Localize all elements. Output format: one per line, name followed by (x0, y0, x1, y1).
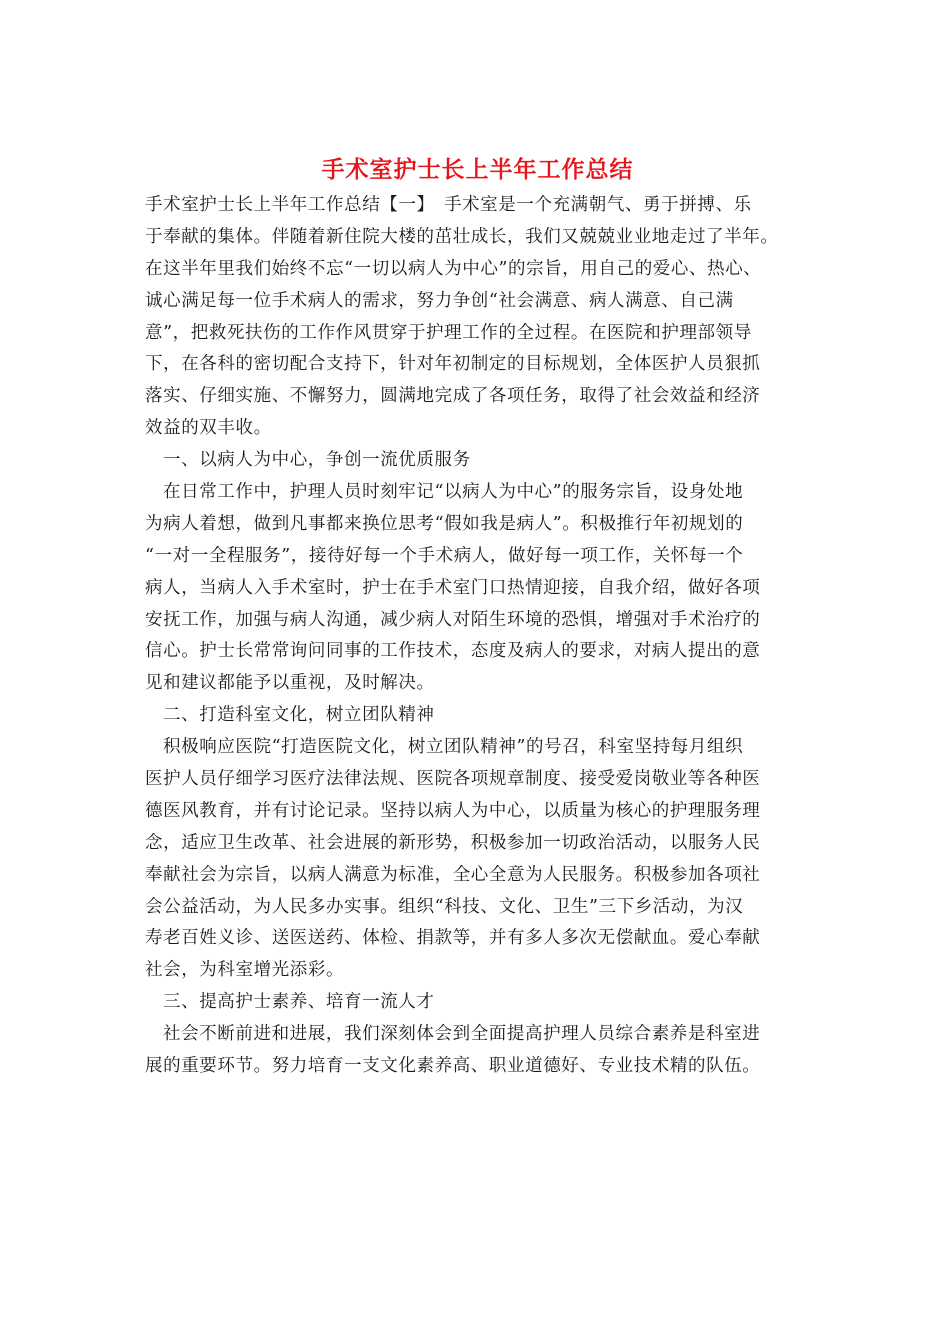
paragraph-line: 手术室护士长上半年工作总结【一】 手术室是一个充满朝气、勇于拼搏、乐 (145, 195, 752, 215)
paragraph-line: 德医风教育，并有讨论记录。坚持以病人为中心，以质量为核心的护理服务理 (145, 800, 761, 821)
section-1 (145, 445, 810, 700)
paragraph-line: 展的重要环节。努力培育一支文化素养高、职业道德好、专业技术精的队伍。 (145, 1056, 761, 1077)
document-title: 手术室护士长上半年工作总结 (321, 156, 634, 183)
paragraph-line: 念，适应卫生改革、社会进展的新形势，积极参加一切政治活动，以服务人民 (145, 832, 761, 853)
section-heading: 三、提高护士素养、培育一流人才 (163, 992, 435, 1013)
paragraph-line: 病人，当病人入手术室时，护士在手术室门口热情迎接，自我介绍，做好各项 (145, 577, 761, 598)
paragraph-line: 在日常工作中，护理人员时刻牢记“以病人为中心”的服务宗旨，设身处地 (163, 482, 744, 503)
paragraph-line: 下，在各科的密切配合支持下，针对年初制定的目标规划，全体医护人员狠抓 (145, 354, 761, 375)
paragraph-line: 奉献社会为宗旨，以病人满意为标准，全心全意为人民服务。积极参加各项社 (145, 864, 761, 885)
section-heading: 一、以病人为中心，争创一流优质服务 (163, 450, 471, 471)
paragraph-line: 积极响应医院“打造医院文化，树立团队精神”的号召，科室坚持每月组织 (163, 737, 744, 758)
paragraph-line: 于奉献的集体。伴随着新住院大楼的茁壮成长，我们又兢兢业业地走过了半年。 (145, 226, 779, 247)
section-2 (145, 700, 810, 987)
paragraph-line: 安抚工作，加强与病人沟通，减少病人对陌生环境的恐惧，增强对手术治疗的 (145, 609, 761, 630)
paragraph-line: 医护人员仔细学习医疗法律法规、医院各项规章制度、接受爱岗敬业等各种医 (145, 769, 761, 790)
paragraph-line: 意”，把救死扶伤的工作作风贯穿于护理工作的全过程。在医院和护理部领导 (145, 322, 752, 343)
paragraph-line: 效益的双丰收。 (145, 418, 272, 439)
paragraph-line: 信心。护士长常常询问同事的工作技术，态度及病人的要求，对病人提出的意 (145, 641, 761, 662)
paragraph-line: 社会不断前进和进展，我们深刻体会到全面提高护理人员综合素养是科室进 (163, 1024, 761, 1045)
paragraph-line: 诚心满足每一位手术病人的需求，努力争创“社会满意、病人满意、自己满 (145, 290, 734, 311)
paragraph-line: 寿老百姓义诊、送医送药、体检、捐款等，并有多人多次无偿献血。爱心奉献 (145, 928, 761, 949)
paragraph-line: “一对一全程服务”，接待好每一个手术病人，做好每一项工作，关怀每一个 (145, 545, 744, 566)
section-3 (145, 987, 810, 1083)
paragraph-line: 见和建议都能予以重视，及时解决。 (145, 673, 435, 694)
paragraph-line: 为病人着想，做到凡事都来换位思考“假如我是病人”。积极推行年初规划的 (145, 513, 744, 534)
section-heading: 二、打造科室文化，树立团队精神 (163, 705, 435, 726)
paragraph-line: 社会，为科室增光添彩。 (145, 960, 345, 981)
paragraph-line: 落实、仔细实施、不懈努力，圆满地完成了各项任务，取得了社会效益和经济 (145, 386, 761, 407)
paragraph-line: 会公益活动，为人民多办实事。组织“科技、文化、卫生”三下乡活动，为汉 (145, 896, 744, 917)
intro-paragraph (145, 190, 810, 445)
document-body (145, 150, 810, 1083)
paragraph-line: 在这半年里我们始终不忘“一切以病人为中心”的宗旨，用自己的爱心、热心、 (145, 258, 762, 279)
